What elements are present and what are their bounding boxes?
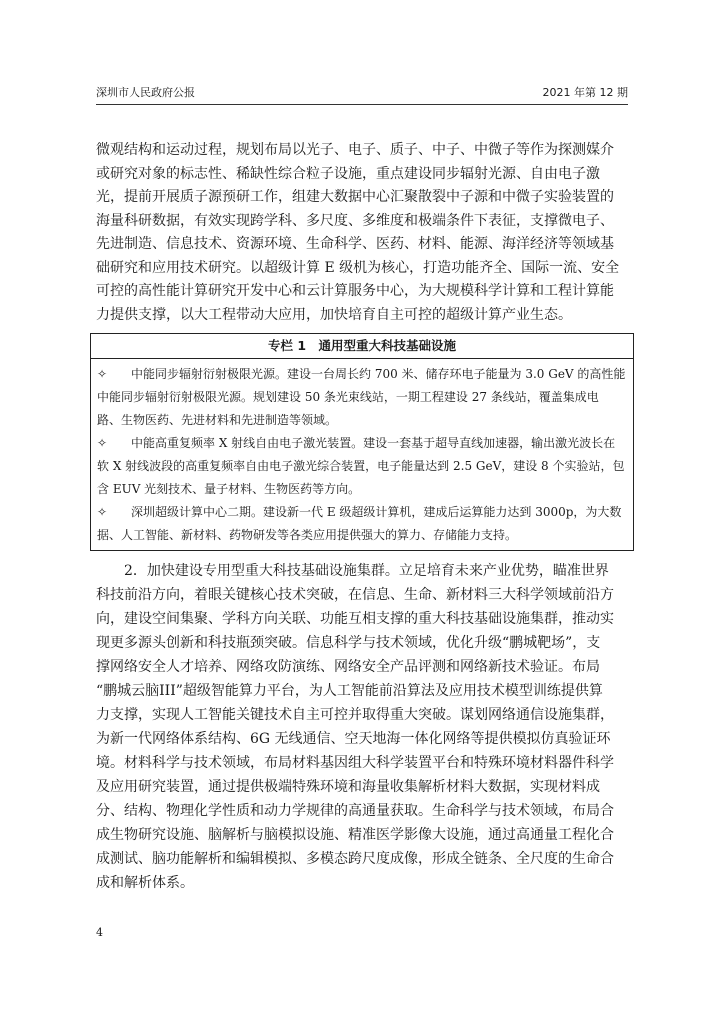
page-header <box>96 84 628 105</box>
column-box-title: 专栏 1 通用型重大科技基础设施 <box>91 334 633 359</box>
box-item <box>97 432 627 501</box>
box-item-text: 中能同步辐射衍射极限光源。建设一台周长约 700 米、储存环电子能量为 3.0 GeV 的高性能 中能同步辐射衍射极限光源。规划建设 50 条光束线站，一期工程建设 27 条线站，覆盖集成电 路、生物医药、先进材料和先进制造等领域。 <box>97 367 626 427</box>
page-content <box>96 139 628 909</box>
box-item <box>97 363 627 432</box>
issue-number: 2021 年第 12 期 <box>542 86 628 99</box>
diamond-bullet-icon: ✧ <box>97 505 108 519</box>
box-item-text: 深圳超级计算中心二期。建设新一代 E 级超级计算机，建成后运算能力达到 3000p，为大数 据、人工智能、新材料、药物研发等各类应用提供强大的算力、存储能力支持。 <box>97 505 622 542</box>
column-box-body <box>91 359 633 550</box>
diamond-bullet-icon: ✧ <box>97 367 108 381</box>
intro-paragraph: 微观结构和运动过程，规划布局以光子、电子、质子、中子、中微子等作为探测媒介 或研究对象的标志性、稀缺性综合粒子设施，重点建设同步辐射光源、自由电子激 光，提前开展质子源预研工作，组建大数据中心汇聚散裂中子源和中微子实验装置的 海量科研数据，有效实现跨学科、多尺度、多维度和极端条件下表征，支撑微电子、 先进制造、信息技术、资源环境、生命科学、医药、材料、能源、海洋经济等领域基 础研究和应用技术研究。以超级计算 E 级机为核心，打造功能齐全、国际一流、安全 可控的高性能计算研究开发中心和云计算服务中心，为大规模科学计算和工程计算能 力提供支撑，以大工程带动大应用，加快培育自主可控的超级计算产业生态。 <box>96 142 620 323</box>
publication-title: 深圳市人民政府公报 <box>96 86 195 99</box>
box-item-text: 中能高重复频率 X 射线自由电子激光装置。建设一套基于超导直线加速器，输出激光波长在 软 X 射线波段的高重复频率自由电子激光综合装置，电子能量达到 2.5 GeV，建设 8 个实验站，包 含 EUV 光刻技术、量子材料、生物医药等方向。 <box>97 436 625 496</box>
diamond-bullet-icon: ✧ <box>97 436 108 450</box>
main-paragraph: 2．加快建设专用型重大科技基础设施集群。立足培育未来产业优势，瞄准世界 科技前沿方向，着眼关键核心技术突破，在信息、生命、新材料三大科学领域前沿方 向，建设空间集聚、学科方向关联、功能互相支撑的重大科技基础设施集群，推动实 现更多源头创新和科技瓶颈突破。信息科学与技术领域，优化升级“鹏城靶场”，支 撑网络安全人才培养、网络攻防演练、网络安全产品评测和网络新技术验证。布局 “鹏城云脑III”超级智能算力平台，为人工智能前沿算法及应用技术模型训练提供算 力支撑，实现人工智能关键技术自主可控并取得重大突破。谋划网络通信设施集群， 为新一代网络体系结构、6G 无线通信、空天地海一体化网络等提供模拟仿真验证环 境。材料科学与技术领域，布局材料基因组大科学装置平台和特殊环境材料器件科学 及应用研究装置，通过提供极端特殊环境和海量收集解析材料大数据，实现材料成 分、结构、物理化学性质和动力学规律的高通量获取。生命科学与技术领域，布局合 成生物研究设施、脑解析与脑模拟设施、精准医学影像大设施，通过高通量工程化合 成测试、脑功能解析和编辑模拟、多模态跨尺度成像，形成全链条、全尺度的生命合 成和解析体系。 <box>96 563 614 891</box>
column-box <box>90 333 634 551</box>
box-item <box>97 501 627 547</box>
page-number: 4 <box>96 926 103 939</box>
